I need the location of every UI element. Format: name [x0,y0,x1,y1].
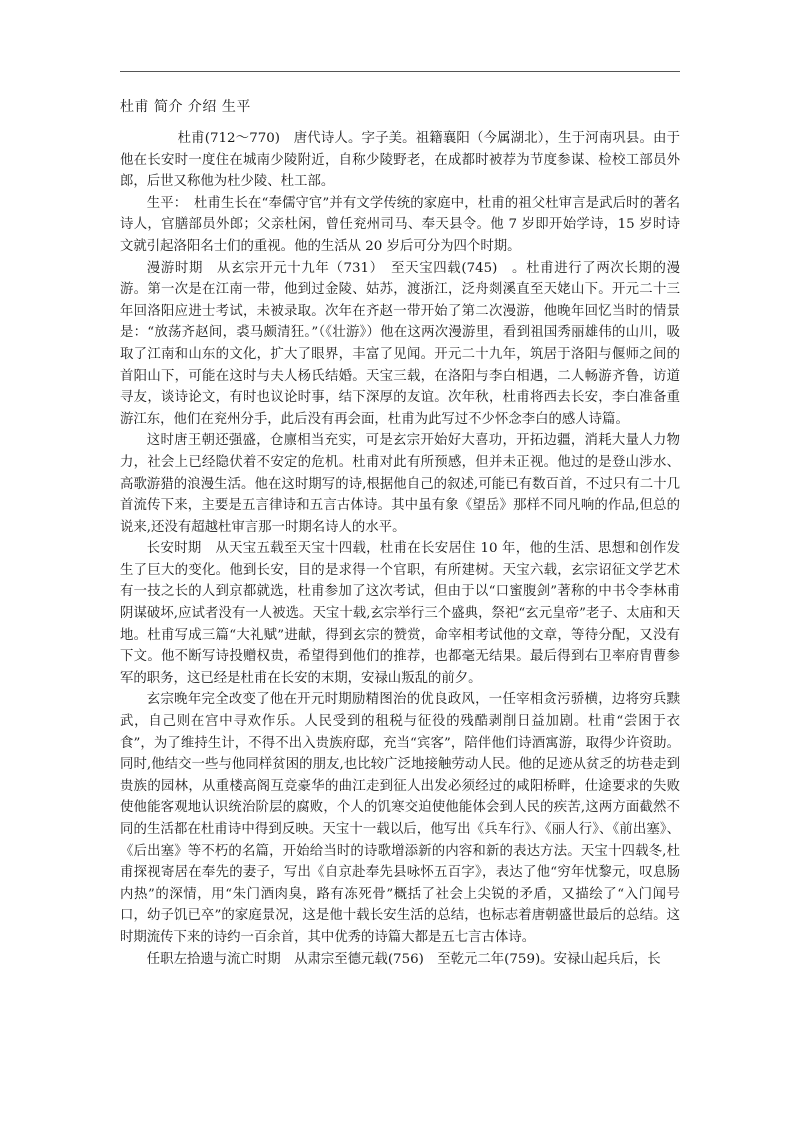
paragraph-exile: 任职左拾遗与流亡时期 从肃宗至德元载(756) 至乾元二年(759)。安禄山起兵后，长 [146,951,661,967]
paragraph-life: 生平： 杜甫生长在“奉儒守官”并有文学传统的家庭中，杜甫的祖父杜审言是武后时的著名诗人，官膳部员外郎；父亲杜闲，曾任兖州司马、奉天县令。他 7 岁即开始学诗，15 岁时诗文就引起洛阳名士们的重视。他的生活从 20 岁后可分为四个时期。 [120,195,680,254]
document-body [120,128,680,970]
paragraph-changan: 长安时期 从天宝五载至天宝十四载，杜甫在长安居住 10 年，他的生活、思想和创作发生了巨大的变化。他到长安，目的是求得一个官职，有所建树。天宝六载，玄宗诏征文学艺术有一技之长的人到京都就选，杜甫参加了这次考试，但由于以“口蜜腹剑”著称的中书令李林甫阴谋破坏,应试者没有一人被选。天宝十载,玄宗举行三个盛典，祭祀“玄元皇帝”老子、太庙和天地。杜甫写成三篇“大礼赋”进献，得到玄宗的赞赏，命宰相考试他的文章，等待分配，又没有下文。他不断写诗投赠权贵，希望得到他们的推荐，也都毫无结果。最后得到右卫率府胄曹参军的职务，这已经是杜甫在长安的末期，安禄山叛乱的前夕。 [120,541,680,686]
header-rule [120,71,680,72]
page-header: 杜甫 简介 介绍 生平 [120,99,251,115]
paragraph-tang-strength: 这时唐王朝还强盛，仓廪相当充实，可是玄宗开始好大喜功，开拓边疆，消耗大量人力物力，社会上已经隐伏着不安定的危机。杜甫对此有所预感，但并未正视。他过的是登山涉水、高歌游猎的浪漫生活。他在这时期写的诗,根据他自己的叙述,可能已有数百首，不过只有二十几首流传下来，主要是五言律诗和五言古体诗。其中虽有象《望岳》那样不同凡响的作品,但总的说来,还没有超越杜审言那一时期名诗人的水平。 [120,433,680,535]
paragraph-intro: 杜甫(712～770) 唐代诗人。字子美。祖籍襄阳（今属湖北），生于河南巩县。由于他在长安时一度住在城南少陵附近，自称少陵野老，在成都时被荐为节度参谋、检校工部员外郎，后世又称他为杜少陵、杜工部。 [120,131,680,190]
paragraph-wandering: 漫游时期 从玄宗开元十九年（731） 至天宝四载(745) 。杜甫进行了两次长期的漫游。第一次是在江南一带，他到过金陵、姑苏，渡浙江，泛舟剡溪直至天姥山下。开元二十三年回洛阳应进士考试，未被录取。次年在齐赵一带开始了第二次漫游，他晚年回忆当时的情景是：“放荡齐赵间，裘马颇清狂。”（《壮游》）他在这两次漫游里，看到祖国秀丽雄伟的山川，吸取了江南和山东的文化，扩大了眼界，丰富了见闻。开元二十九年，筑居于洛阳与偃师之间的首阳山下，可能在这时与夫人杨氏结婚。天宝三载，在洛阳与李白相遇，二人畅游齐鲁，访道寻友，谈诗论文，有时也议论时事，结下深厚的友谊。次年秋，杜甫将西去长安，李白准备重游江东，他们在兖州分手，此后没有再会面，杜甫为此写过不少怀念李白的感人诗篇。 [120,260,680,427]
paragraph-xuanzong-late: 玄宗晚年完全改变了他在开元时期励精图治的优良政风，一任宰相贪污骄横，边将穷兵黩武，自己则在宫中寻欢作乐。人民受到的租税与征役的残酷剥削日益加剧。杜甫“尝困于衣食”，为了维持生计，不得不出入贵族府邸，充当“宾客”，陪伴他们诗酒寓游，取得少许资助。同时,他结交一些与他同样贫困的朋友,也比较广泛地接触劳动人民。他的足迹从贫乏的坊巷走到贵族的园林，从重楼高阁互竞豪华的曲江走到征人出发必须经过的咸阳桥畔，仕途要求的失败使他能客观地认识统治阶层的腐败，个人的饥寒交迫使他能体会到人民的疾苦,这两方面截然不同的生活都在杜甫诗中得到反映。天宝十一载以后，他写出《兵车行》、《丽人行》、《前出塞》、《后出塞》等不朽的名篇，开始给当时的诗歌增添新的内容和新的表达方法。天宝十四载冬,杜甫探视寄居在奉先的妻子，写出《自京赴奉先县咏怀五百字》，表达了他“穷年忧黎元，叹息肠内热”的深情，用“朱门酒肉臭，路有冻死骨”概括了社会上尖锐的矛盾，又描绘了“入门闻号口，幼子饥已卒”的家庭景况，这是他十载长安生活的总结，也标志着唐朝盛世最后的总结。这时期流传下来的诗约一百余首，其中优秀的诗篇大都是五七言古体诗。 [120,692,680,945]
